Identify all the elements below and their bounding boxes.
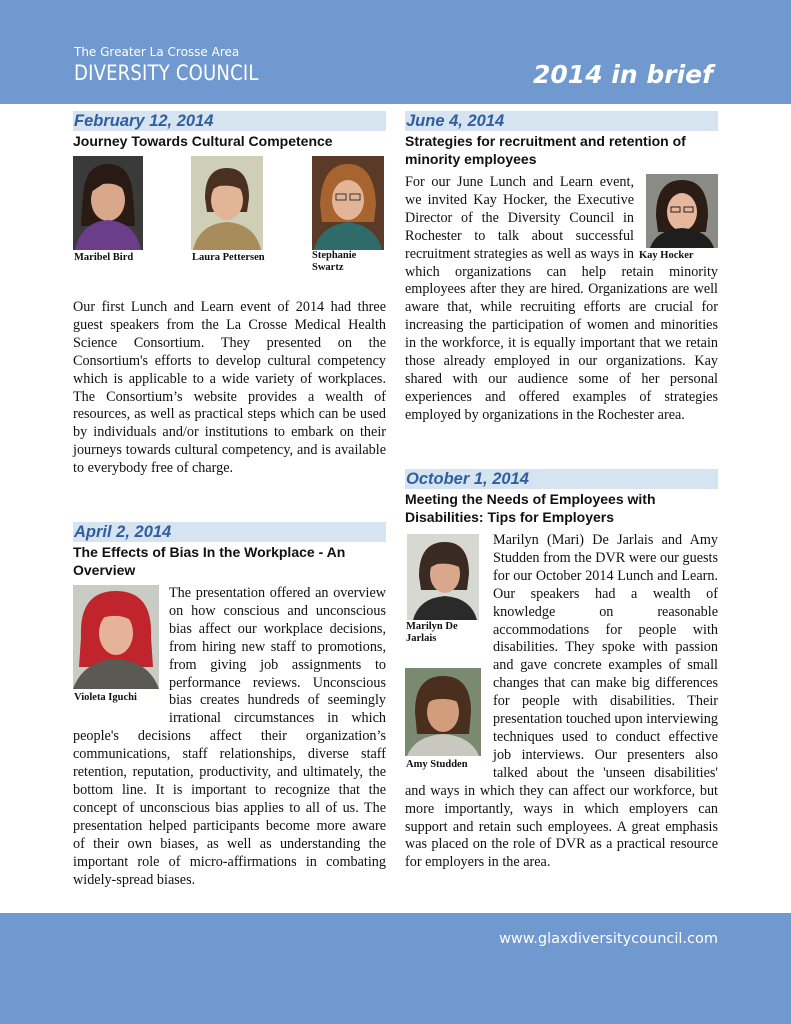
website-link[interactable]: www.glaxdiversitycouncil.com bbox=[499, 931, 718, 947]
caption-speaker: Laura Pettersen bbox=[192, 252, 265, 263]
section-date: February 12, 2014 bbox=[73, 111, 386, 131]
caption-speaker: Amy Studden bbox=[406, 759, 468, 770]
section-title: The Effects of Bias In the Workplace - An Overview bbox=[73, 544, 346, 578]
section-body: Our first Lunch and Learn event of 2014 had three guest speakers from the La Crosse Medical Health Science Consortium. They presented on the Consortium's efforts to develop cultural competency which is applicable to a wide variety of workplaces. The Consortium’s website provides a wealth of resources, as well as practical steps which can be used by individuals and/or institutions to embark on their journeys towards cultural competency, and is available to everybody free of charge. bbox=[73, 299, 386, 477]
section-title: Journey Towards Cultural Competence bbox=[73, 133, 333, 149]
section-title: Strategies for recruitment and retention of minority employees bbox=[405, 133, 686, 167]
section-june-content bbox=[405, 174, 718, 425]
section-title: Meeting the Needs of Employees with Disabilities: Tips for Employers bbox=[405, 491, 656, 525]
section-date: June 4, 2014 bbox=[405, 111, 718, 131]
header-band bbox=[0, 0, 791, 104]
section-body: The presentation offered an overview on how conscious and unconscious bias affect our workplace decisions, from hiring new staff to promotions, from giving job assignments to performance reviews. Unconscious bias creates hundreds of seemingly irrational circumstances in which people's decisions affect their organization’s communications, staff relationships, diverse staff retention, reputation, productivity, and ultimately, the bottom line. It is important to recognize that the concept of unconscious bias applies to all of us. The presentation helped participants become more aware of their own biases, as well as understanding the important role of micro-affirmations in combating widely-spread biases. bbox=[73, 585, 386, 888]
section-body: For our June Lunch and Learn event, we invited Kay Hocker, the Executive Director of the Diversity Council in Rochester to talk about successful recruitment strategies as well as ways in which organizations can help retain minority employees after they are hired. Organizations are well aware that, while recruiting efforts are crucial for increasing the participation of women and minorities in the workforce, it is equally important that we retain those already employed in our organizations. Kay shared with our audience some of her personal experiences and offered examples of strategies employed by organizations in the Rochester area. bbox=[405, 174, 718, 423]
section-date: April 2, 2014 bbox=[73, 522, 386, 542]
photo-block bbox=[73, 585, 161, 711]
photo-block bbox=[639, 174, 718, 262]
section-october bbox=[405, 469, 718, 526]
section-body: Marilyn (Mari) De Jarlais and Amy Studden from the DVR were our guests for our October 2014 Lunch and Learn. Our speakers had a wealth of knowledge on reasonable accommodations for people with disabilities. They spoke with passion and gave concrete examples of small changes that can make big differences for people with disabilities. Their presentation touched upon interviewing techniques used to conduct effective job interviews. Our presenters also talked about the 'unseen disabilities' and ways in which they can affect our workforce, but more importantly, ways in which employers can support and retain such employees. A great emphasis was placed on the role of DVR as a practical resource for employers in the area. bbox=[405, 532, 718, 871]
photo-stephanie-swartz bbox=[312, 156, 384, 250]
section-april-content bbox=[73, 585, 386, 889]
caption-speaker: Stephanie Swartz bbox=[312, 250, 357, 273]
photo-maribel-bird bbox=[73, 156, 143, 250]
photo-block bbox=[405, 532, 485, 776]
photo-laura-pettersen bbox=[191, 156, 263, 250]
section-date: October 1, 2014 bbox=[405, 469, 718, 489]
page-title: 2014 in brief bbox=[533, 60, 713, 89]
caption-speaker: Maribel Bird bbox=[74, 252, 134, 263]
caption-speaker: Marilyn De Jarlais bbox=[406, 621, 458, 644]
caption-speaker: Kay Hocker bbox=[639, 250, 694, 261]
org-subtitle: The Greater La Crosse Area bbox=[74, 45, 240, 59]
section-april bbox=[73, 522, 386, 579]
section-june bbox=[405, 111, 718, 168]
section-october-content bbox=[405, 532, 718, 872]
footer-band bbox=[0, 913, 791, 1024]
photo-marilyn-de-jarlais bbox=[407, 534, 479, 620]
photo-amy-studden bbox=[405, 668, 481, 756]
section-february bbox=[73, 111, 386, 150]
org-name: DIVERSITY COUNCIL bbox=[74, 61, 259, 85]
photo-violeta-iguchi bbox=[73, 585, 159, 689]
photo-kay-hocker bbox=[646, 174, 718, 248]
caption-speaker: Violeta Iguchi bbox=[74, 692, 137, 703]
